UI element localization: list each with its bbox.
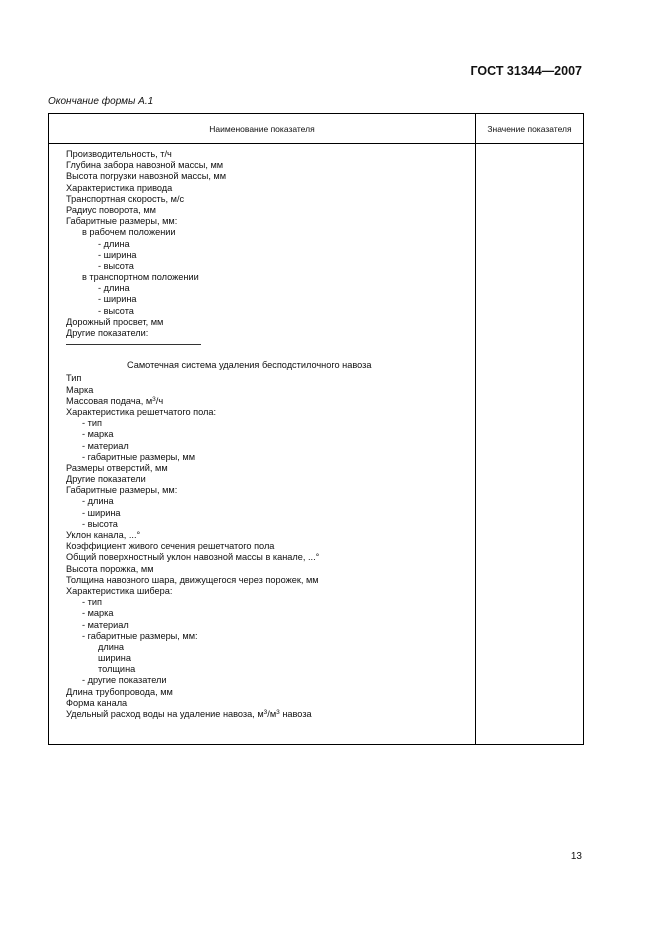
indicator-text: - длина bbox=[82, 496, 114, 507]
indicator-text: Размеры отверстий, мм bbox=[66, 462, 168, 473]
indicator-text: Тип bbox=[66, 373, 82, 384]
indicator-row bbox=[66, 227, 471, 238]
indicator-text: - высота bbox=[98, 260, 134, 271]
indicator-text: Габаритные размеры, мм: bbox=[66, 485, 178, 496]
indicator-row bbox=[66, 272, 471, 283]
indicator-text: Удельный расход воды на удаление навоза, м bbox=[66, 709, 264, 719]
col-value-header: Значение показателя bbox=[487, 124, 572, 134]
indicator-row bbox=[66, 239, 471, 250]
indicator-row bbox=[66, 283, 471, 294]
indicator-text: - тип bbox=[82, 597, 102, 608]
indicator-row bbox=[66, 149, 471, 160]
indicator-row bbox=[66, 294, 471, 305]
indicator-text: Дорожный просвет, мм bbox=[66, 316, 164, 327]
indicator-row bbox=[66, 541, 471, 552]
indicator-row bbox=[66, 653, 471, 664]
indicator-text: толщина bbox=[98, 664, 136, 675]
indicator-text: /м bbox=[267, 709, 277, 719]
indicator-text: длина bbox=[98, 641, 125, 652]
indicator-text: - высота bbox=[98, 305, 134, 316]
indicator-text: - высота bbox=[82, 518, 118, 529]
indicator-row bbox=[66, 485, 471, 496]
indicator-row bbox=[66, 452, 471, 463]
indicator-row bbox=[66, 564, 471, 575]
indicator-text: навоза bbox=[279, 709, 312, 719]
section-title: Самотечная система удаления бесподстилочного навоза bbox=[127, 360, 372, 371]
indicator-row bbox=[66, 373, 471, 384]
indicator-text: - длина bbox=[98, 238, 130, 249]
table-body bbox=[66, 149, 471, 720]
indicator-row bbox=[66, 317, 471, 328]
indicator-group-1 bbox=[66, 149, 471, 339]
indicator-row bbox=[66, 183, 471, 194]
indicator-text: ширина bbox=[98, 653, 131, 664]
indicator-row bbox=[66, 552, 471, 563]
page-number: 13 bbox=[570, 851, 582, 862]
indicator-text: - материал bbox=[82, 619, 129, 630]
indicator-text: Габаритные размеры, мм: bbox=[66, 216, 178, 227]
indicator-row bbox=[66, 519, 471, 530]
indicator-text: Длина трубопровода, мм bbox=[66, 686, 173, 697]
indicator-row bbox=[66, 675, 471, 686]
column-divider bbox=[475, 114, 476, 744]
indicator-text: Характеристика шибера: bbox=[66, 585, 173, 596]
indicator-text: Характеристика привода bbox=[66, 182, 173, 193]
col-name-header: Наименование показателя bbox=[209, 124, 315, 134]
indicator-row bbox=[66, 261, 471, 272]
indicator-text: Другие показатели bbox=[66, 474, 146, 485]
indicator-text: - ширина bbox=[98, 294, 137, 305]
indicator-text: Производительность, т/ч bbox=[66, 149, 172, 159]
indicator-text: - тип bbox=[82, 418, 102, 429]
indicator-row bbox=[66, 250, 471, 261]
indicator-text: Уклон канала, ...° bbox=[66, 530, 141, 540]
indicator-row bbox=[66, 463, 471, 474]
indicator-text: Массовая подача, м bbox=[66, 395, 153, 406]
indicator-text: Толщина навозного шара, движущегося через порожек, мм bbox=[66, 574, 319, 585]
indicator-text: - ширина bbox=[98, 249, 137, 260]
indicator-text: Форма канала bbox=[66, 697, 128, 708]
indicator-text: Глубина забора навозной массы, мм bbox=[66, 160, 224, 171]
superscript: 3 bbox=[152, 395, 156, 403]
indicator-row bbox=[66, 194, 471, 205]
indicator-row bbox=[66, 171, 471, 182]
indicator-text: Марка bbox=[66, 384, 94, 395]
indicator-text: Высота погрузки навозной массы, мм bbox=[66, 171, 227, 182]
indicator-text: - марка bbox=[82, 608, 114, 619]
indicator-row bbox=[66, 306, 471, 317]
indicator-row bbox=[66, 698, 471, 709]
indicator-text: /ч bbox=[155, 395, 164, 406]
indicator-text: - габаритные размеры, мм: bbox=[82, 630, 198, 641]
indicator-row bbox=[66, 205, 471, 216]
indicator-row bbox=[66, 328, 471, 339]
form-caption: Окончание формы А.1 bbox=[48, 96, 154, 107]
indicator-row bbox=[66, 642, 471, 653]
superscript: 3 bbox=[276, 709, 280, 716]
table-header-row bbox=[49, 114, 583, 144]
indicator-row bbox=[66, 631, 471, 642]
indicator-text: Коэффициент живого сечения решетчатого пола bbox=[66, 541, 275, 552]
indicator-text: - марка bbox=[82, 429, 114, 440]
indicator-row bbox=[66, 575, 471, 586]
indicator-group-2 bbox=[66, 373, 471, 720]
indicator-row bbox=[66, 496, 471, 507]
indicator-text: - длина bbox=[98, 283, 130, 294]
standard-code: ГОСТ 31344—2007 bbox=[470, 64, 582, 78]
indicator-text: Характеристика решетчатого пола: bbox=[66, 406, 217, 417]
indicator-row bbox=[66, 586, 471, 597]
indicator-row bbox=[66, 396, 471, 407]
indicator-row bbox=[66, 508, 471, 519]
indicator-text: - ширина bbox=[82, 507, 121, 518]
indicator-table bbox=[48, 113, 584, 745]
indicator-text: Высота порожка, мм bbox=[66, 563, 154, 574]
indicator-row bbox=[66, 407, 471, 418]
indicator-row bbox=[66, 216, 471, 227]
indicator-text: в транспортном положении bbox=[82, 272, 199, 283]
indicator-text: Общий поверхностный уклон навозной массы в канале, ...° bbox=[66, 552, 320, 563]
indicator-text: - другие показатели bbox=[82, 675, 167, 686]
indicator-row bbox=[66, 441, 471, 452]
indicator-text: Транспортная скорость, м/с bbox=[66, 193, 185, 204]
indicator-row bbox=[66, 709, 471, 720]
indicator-row bbox=[66, 474, 471, 485]
superscript: 3 bbox=[263, 709, 268, 716]
indicator-row bbox=[66, 418, 471, 429]
indicator-row bbox=[66, 620, 471, 631]
indicator-row bbox=[66, 608, 471, 619]
indicator-row bbox=[66, 597, 471, 608]
indicator-row bbox=[66, 160, 471, 171]
indicator-text: в рабочем положении bbox=[82, 227, 176, 238]
indicator-row bbox=[66, 429, 471, 440]
indicator-text: - габаритные размеры, мм bbox=[82, 451, 196, 462]
indicator-text: Другие показатели: bbox=[66, 328, 149, 338]
indicator-text: Радиус поворота, мм bbox=[66, 204, 157, 215]
indicator-text: - материал bbox=[82, 440, 129, 451]
indicator-row bbox=[66, 385, 471, 396]
indicator-row bbox=[66, 664, 471, 675]
blank-line-separator bbox=[66, 344, 201, 345]
indicator-row bbox=[66, 687, 471, 698]
indicator-row bbox=[66, 530, 471, 541]
